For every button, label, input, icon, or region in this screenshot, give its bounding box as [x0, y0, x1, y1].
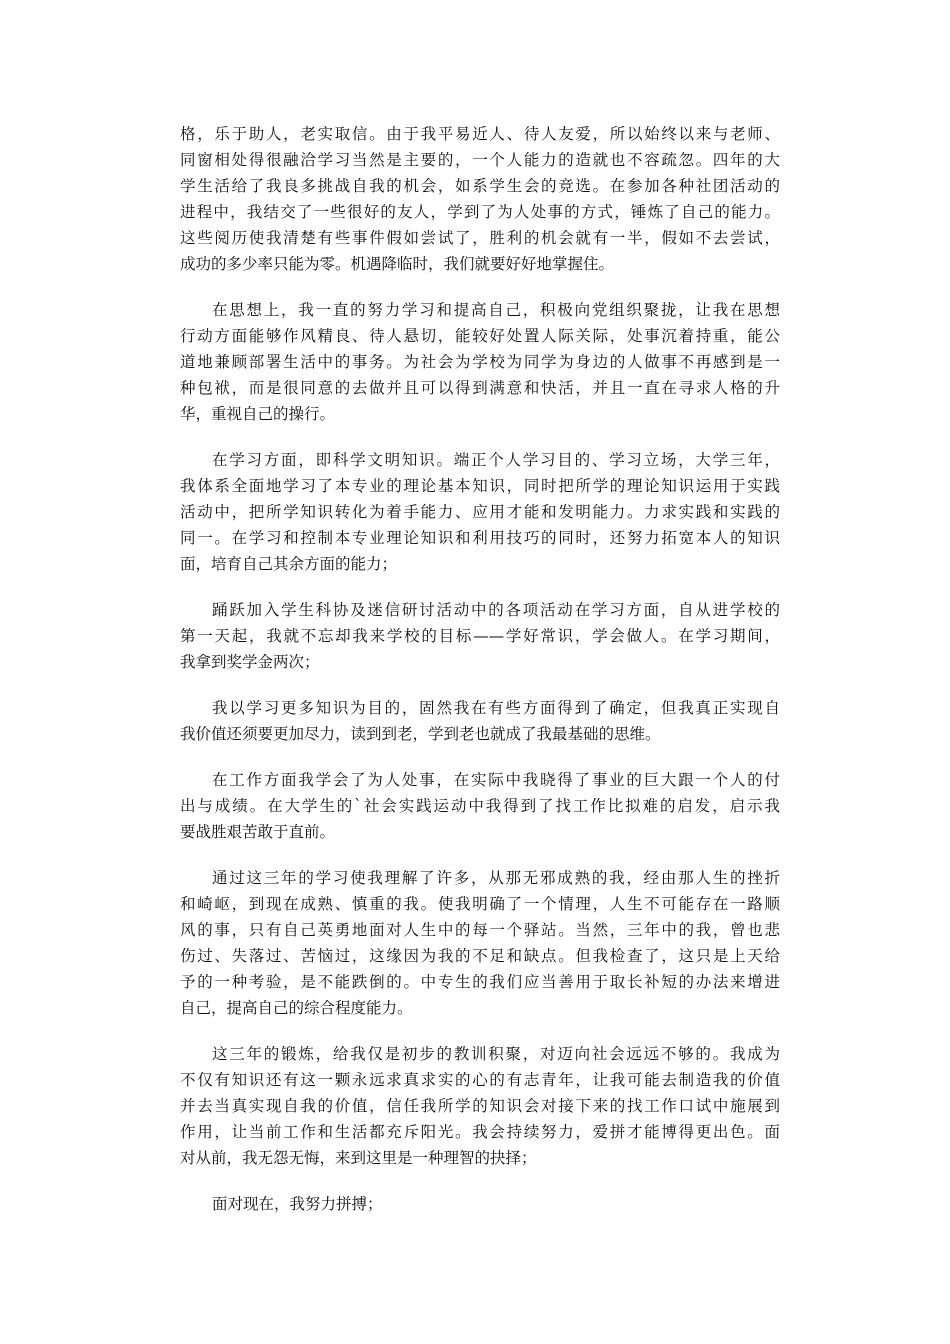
- paragraph-4: [180, 597, 780, 675]
- text-line: 我拿到奖学金两次；: [180, 653, 320, 671]
- text-line: 对从前，我无怨无悔，来到这里是一种理智的抉择；: [180, 1149, 537, 1167]
- text-line: 进程中，我结交了一些很好的友人，学到了为人处事的方式，锤炼了自己的能力。: [180, 203, 780, 221]
- text-line: 在思想上，我一直的努力学习和提高自己，积极向党组织聚拢，让我在思想: [212, 301, 780, 319]
- text-line: 面对现在，我努力拼搏；: [212, 1195, 383, 1213]
- text-line: 不仅有知识还有这一颗永远求真求实的心的有志青年，让我可能去制造我的价值: [180, 1071, 780, 1089]
- paragraph-gap: [180, 577, 780, 597]
- paragraph-gap: [180, 427, 780, 447]
- text-line: 通过这三年的学习使我理解了许多，从那无邪成熟的我，经由那人生的挫折: [212, 869, 780, 887]
- text-line: 我以学习更多知识为目的，固然我在有些方面得到了确定，但我真正实现自: [212, 699, 780, 717]
- text-line: 格，乐于助人，老实取信。由于我平易近人、待人友爱，所以始终以来与老师、: [180, 125, 780, 143]
- text-line: 风的事，只有自己英勇地面对人生中的每一个驿站。当然，三年中的我，曾也悲: [180, 921, 780, 939]
- paragraph-8: [180, 1041, 780, 1171]
- paragraph-gap: [180, 1171, 780, 1191]
- text-line: 这些阅历使我清楚有些事件假如尝试了，胜利的机会就有一半，假如不去尝试，: [180, 229, 780, 247]
- paragraph-6: [180, 767, 780, 845]
- text-line: 我体系全面地学习了本专业的理论基本知识，同时把所学的理论知识运用于实践: [180, 477, 780, 495]
- text-line: 行动方面能够作风精良、待人悬切，能较好处置人际关际，处事沉着持重，能公: [180, 327, 780, 345]
- text-line: 在工作方面我学会了为人处事，在实际中我晓得了事业的巨大跟一个人的付: [212, 771, 780, 789]
- text-line: 自己，提高自己的综合程度能力。: [180, 999, 413, 1017]
- paragraph-9: [180, 1191, 780, 1217]
- text-line: 在学习方面，即科学文明知识。端正个人学习目的、学习立场，大学三年，: [212, 451, 780, 469]
- text-line: 出与成绩。在大学生的`社会实践运动中我得到了找工作比拟难的启发，启示我: [180, 797, 780, 815]
- paragraph-gap: [180, 1021, 780, 1041]
- text-line: 同窗相处得很融洽学习当然是主要的，一个人能力的造就也不容疏忽。四年的大: [180, 151, 780, 169]
- text-line: 予的一种考验，是不能跌倒的。中专生的我们应当善用于取长补短的办法来增进: [180, 973, 780, 991]
- text-line: 同一。在学习和控制本专业理论知识和利用技巧的同时，还努力拓宽本人的知识: [180, 529, 780, 547]
- text-line: 要战胜艰苦敢于直前。: [180, 823, 336, 841]
- text-line: 道地兼顾部署生活中的事务。为社会为学校为同学为身边的人做事不再感到是一: [180, 353, 780, 371]
- text-line: 华，重视自己的操行。: [180, 405, 336, 423]
- text-line: 和崎岖，到现在成熟、慎重的我。使我明确了一个情理，人生不可能存在一路顺: [180, 895, 780, 913]
- text-line: 作用，让当前工作和生活都充斥阳光。我会持续努力，爱拼才能博得更出色。面: [180, 1123, 780, 1141]
- text-line: 伤过、失落过、苦恼过，这缘因为我的不足和缺点。但我检查了，这只是上天给: [180, 947, 780, 965]
- text-line: 活动中，把所学知识转化为着手能力、应用才能和发明能力。力求实践和实践的: [180, 503, 780, 521]
- paragraph-5: [180, 695, 780, 747]
- document-body: [180, 121, 780, 1217]
- paragraph-1: [180, 121, 780, 277]
- paragraph-gap: [180, 277, 780, 297]
- text-line: 种包袱，而是很同意的去做并且可以得到满意和快活，并且一直在寻求人格的升: [180, 379, 780, 397]
- paragraph-3: [180, 447, 780, 577]
- paragraph-7: [180, 865, 780, 1021]
- text-line: 并去当真实现自我的价值，信任我所学的知识会对接下来的找工作口试中施展到: [180, 1097, 780, 1115]
- text-line: 第一天起，我就不忘却我来学校的目标——学好常识，学会做人。在学习期间，: [180, 627, 780, 645]
- text-line: 我价值还须要更加尽力，读到到老，学到老也就成了我最基础的思维。: [180, 725, 661, 743]
- paragraph-gap: [180, 845, 780, 865]
- paragraph-gap: [180, 747, 780, 767]
- paragraph-gap: [180, 675, 780, 695]
- paragraph-2: [180, 297, 780, 427]
- text-line: 面，培育自己其余方面的能力；: [180, 555, 398, 573]
- text-line: 这三年的锻炼，给我仅是初步的教训积聚，对迈向社会远远不够的。我成为: [212, 1045, 780, 1063]
- text-line: 学生活给了我良多挑战自我的机会，如系学生会的竞选。在参加各种社团活动的: [180, 177, 780, 195]
- text-line: 成功的多少率只能为零。机遇降临时，我们就要好好地掌握住。: [180, 255, 615, 273]
- text-line: 踊跃加入学生科协及迷信研讨活动中的各项活动在学习方面，自从进学校的: [212, 601, 780, 619]
